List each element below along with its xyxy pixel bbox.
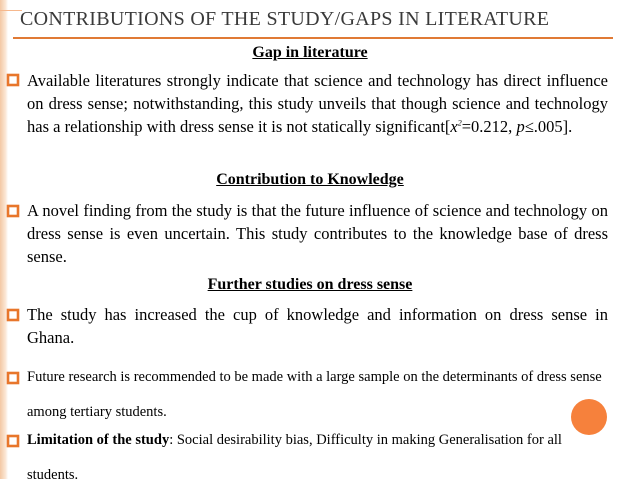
limitation-label: Limitation of the study [27,432,170,448]
limitation-text: : Social desirability bias, Difficulty in making Generalisation for all students. [27,432,562,483]
heading-gap-in-literature: Gap in literature [252,44,368,61]
contribution-paragraph: A novel finding from the study is that the future influence of science and technology on dress sense is even uncertain. This study contributes to the knowledge base of dress sense. [27,201,608,266]
p-symbol: p [516,117,525,136]
hollow-square-bullet-icon [5,307,25,323]
further-studies-item: The study has increased the cup of knowledge and information on dress sense in Ghana. [27,305,608,347]
stat-symbol: $x^2$ [450,117,462,136]
orange-circle-icon [571,399,607,435]
top-corner-rule [0,0,22,11]
limitation-paragraph [27,423,608,493]
p-value: ≤.005]. [524,117,573,136]
gap-in-literature-paragraph [27,69,608,138]
hollow-square-bullet-icon [5,433,25,449]
hollow-square-bullet-icon [5,72,25,88]
stat-value: =0.212, [461,117,517,136]
further-studies-item: Future research is recommended to be made with a large sample on the determinants of dress sense among tertiary students. [27,369,602,420]
heading-further-studies: Further studies on dress sense [207,276,413,293]
title-underline [13,37,613,39]
gap-text: Available literatures strongly indicate that science and technology has direct influence on dress sense; notwithstanding, this study unveils that though science and technology has a relationship with dress sense it is not statically significant[ [27,71,608,136]
slide-title: CONTRIBUTIONS OF THE STUDY/GAPS IN LITERATURE [20,8,550,30]
heading-contribution-to-knowledge: Contribution to Knowledge [216,171,404,188]
hollow-square-bullet-icon [5,370,25,386]
hollow-square-bullet-icon [5,203,25,219]
